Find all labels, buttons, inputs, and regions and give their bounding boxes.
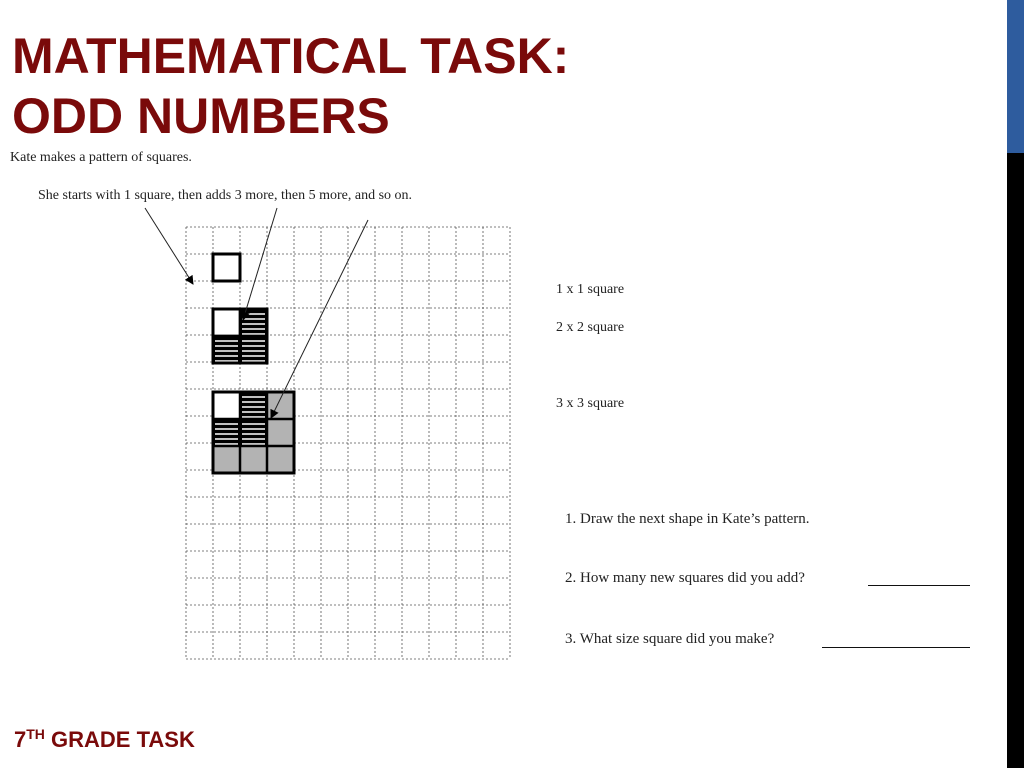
pattern-description: She starts with 1 square, then adds 3 more, then 5 more, and so on. xyxy=(38,188,413,203)
footer-grade-suffix: TH xyxy=(26,726,45,742)
question-3: 3. What size square did you make? xyxy=(565,631,775,647)
answer-blank-2 xyxy=(868,585,970,586)
label-3x3: 3 x 3 square xyxy=(556,396,625,411)
label-1x1: 1 x 1 square xyxy=(556,282,625,297)
intro-text: Kate makes a pattern of squares. xyxy=(10,150,192,165)
pattern-square-1x1 xyxy=(213,254,240,281)
arrow-to-5-more xyxy=(271,220,368,418)
title-line-2: ODD NUMBERS xyxy=(12,88,390,144)
footer-grade-label xyxy=(14,726,195,753)
footer-grade-number: 7 xyxy=(14,727,27,752)
pattern-square-2x2 xyxy=(213,309,267,363)
answer-blank-3 xyxy=(822,647,970,648)
arrow-to-1-square xyxy=(145,208,193,284)
title-line-1: MATHEMATICAL TASK: xyxy=(12,28,570,84)
arrow-to-3-more xyxy=(243,208,277,320)
question-2: 2. How many new squares did you add? xyxy=(565,570,805,586)
pattern-square-3x3 xyxy=(213,392,294,473)
label-2x2: 2 x 2 square xyxy=(556,320,625,335)
question-1: 1. Draw the next shape in Kate’s pattern. xyxy=(565,511,810,527)
footer-grade-text: GRADE TASK xyxy=(44,727,195,752)
